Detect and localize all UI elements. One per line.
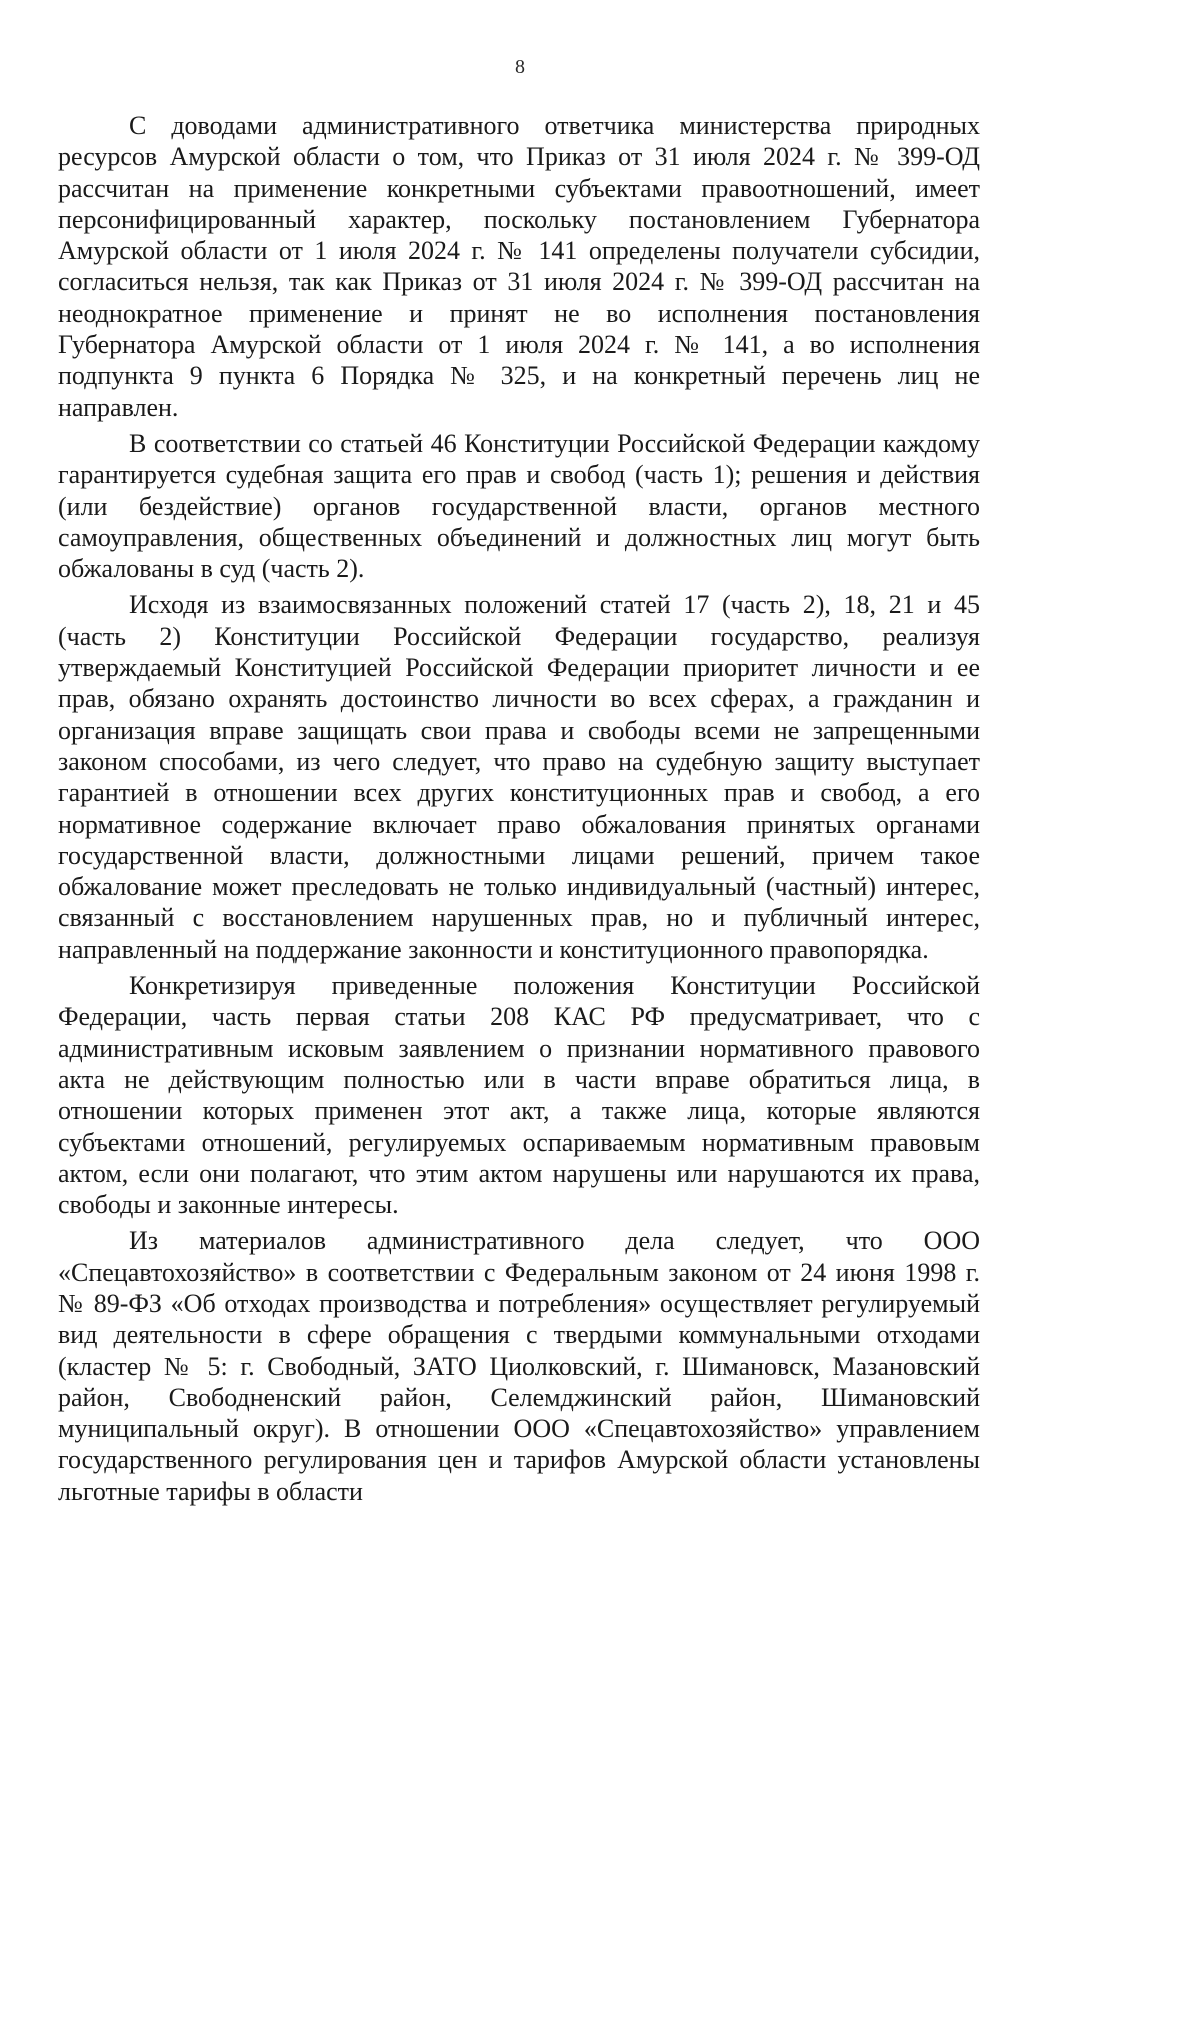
document-body bbox=[58, 110, 980, 1512]
paragraph-article-208: Конкретизируя приведенные положения Конституции Российской Федерации, часть первая статьи 208 КАС РФ предусматривает, что с административным исковым заявлением о признании нормативного правового акта не действующим полностью или в части вправе обратиться лица, в отношении которых применен этот акт, а также лица, которые являются субъектами отношений, регулируемых оспариваемым нормативным правовым актом, если они полагают, что этим актом нарушены или нарушаются их права, свободы и законные интересы. bbox=[58, 971, 980, 1220]
paragraph-judicial-protection: Исходя из взаимосвязанных положений статей 17 (часть 2), 18, 21 и 45 (часть 2) Конституции Российской Федерации государство, реализуя утверждаемый Конституцией Российской Федерации приоритет личности и ее прав, обязано охранять достоинство личности во всех сферах, а гражданин и организация вправе защищать свои права и свободы всеми не запрещенными законом способами, из чего следует, что право на судебную защиту выступает гарантией в отношении всех других конституционных прав и свобод, а его нормативное содержание включает право обжалования принятых органами государственной власти, должностными лицами решений, причем такое обжалование может преследовать не только индивидуальный (частный) интерес, связанный с восстановлением нарушенных прав, но и публичный интерес, направленный на поддержание законности и конституционного правопорядка. bbox=[58, 590, 980, 964]
page-number: 8 bbox=[515, 56, 525, 78]
paragraph-article-46: В соответствии со статьей 46 Конституции Российской Федерации каждому гарантируется судебная защита его прав и свобод (часть 1); решения и действия (или бездействие) органов государственной власти, органов местного самоуправления, общественных объединений и должностных лиц могут быть обжалованы в суд (часть 2). bbox=[58, 428, 980, 584]
paragraph-case-materials: Из материалов административного дела следует, что ООО «Спецавтохозяйство» в соответствии с Федеральным законом от 24 июня 1998 г. № 89-ФЗ «Об отходах производства и потребления» осуществляет регулируемый вид деятельности в сфере обращения с твердыми коммунальными отходами (кластер № 5: г. Свободный, ЗАТО Циолковский, г. Шимановск, Мазановский район, Свободненский район, Селемджинский район, Шимановский муниципальный округ). В отношении ООО «Спецавтохозяйство» управлением государственного регулирования цен и тарифов Амурской области установлены льготные тарифы в области bbox=[58, 1226, 980, 1506]
paragraph-ministry-arguments: С доводами административного ответчика министерства природных ресурсов Амурской области о том, что Приказ от 31 июля 2024 г. № 399-ОД рассчитан на применение конкретными субъектами правоотношений, имеет персонифицированный характер, поскольку постановлением Губернатора Амурской области от 1 июля 2024 г. № 141 определены получатели субсидии, согласиться нельзя, так как Приказ от 31 июля 2024 г. № 399-ОД рассчитан на неоднократное применение и принят не во исполнения постановления Губернатора Амурской области от 1 июля 2024 г. № 141, а во исполнения подпункта 9 пункта 6 Порядка № 325, и на конкретный перечень лиц не направлен. bbox=[58, 111, 980, 422]
